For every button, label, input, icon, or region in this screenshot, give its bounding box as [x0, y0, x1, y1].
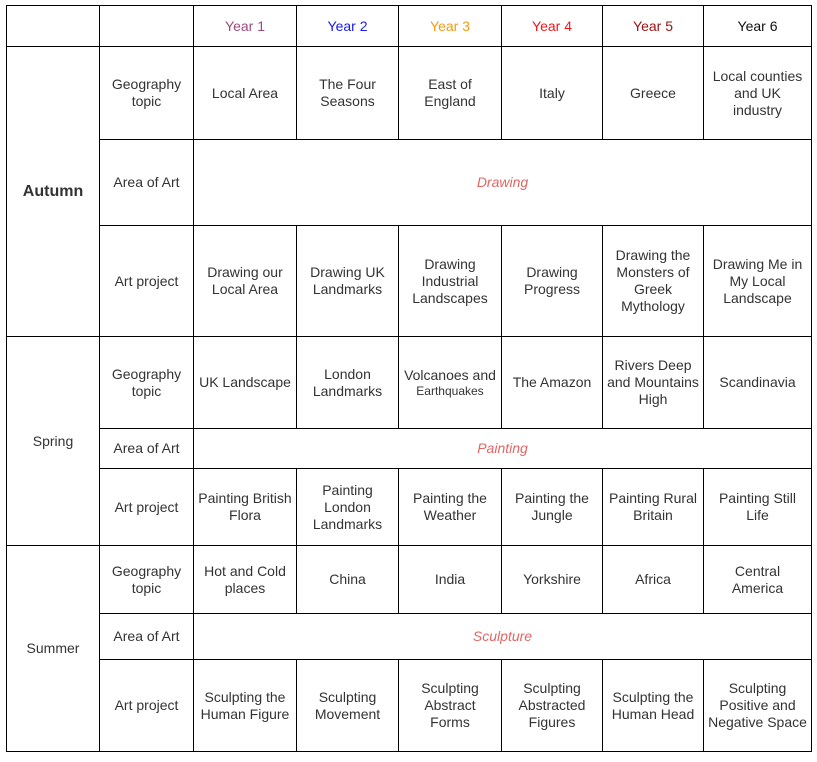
autumn-area-row [7, 140, 812, 226]
art-project-label: Art project [100, 469, 194, 546]
art-project-cell: Painting the Weather [399, 469, 502, 546]
year-3-header: Year 3 [399, 6, 502, 47]
geography-cell: Italy [502, 47, 603, 140]
area-of-art-cell: Drawing [194, 140, 812, 226]
year-1-header: Year 1 [194, 6, 297, 47]
geography-cell: Local Area [194, 47, 297, 140]
geography-cell: Local counties and UK industry [704, 47, 812, 140]
art-project-cell: Painting Rural Britain [603, 469, 704, 546]
spring-geography-row [7, 337, 812, 429]
art-project-label: Art project [100, 660, 194, 752]
summer-geography-row [7, 546, 812, 614]
year-2-header: Year 2 [297, 6, 399, 47]
area-of-art-label: Area of Art [100, 429, 194, 469]
geography-cell: Greece [603, 47, 704, 140]
geography-topic-label: Geography topic [100, 546, 194, 614]
geography-cell: The Four Seasons [297, 47, 399, 140]
area-of-art-cell: Sculpture [194, 614, 812, 660]
geography-cell: East of England [399, 47, 502, 140]
geography-cell: Hot and Cold places [194, 546, 297, 614]
art-project-cell: Drawing the Monsters of Greek Mythology [603, 226, 704, 337]
art-project-cell: Painting London Landmarks [297, 469, 399, 546]
geography-cell: Africa [603, 546, 704, 614]
geography-topic-label: Geography topic [100, 337, 194, 429]
year-6-header: Year 6 [704, 6, 812, 47]
geography-cell: Scandinavia [704, 337, 812, 429]
art-project-cell: Painting Still Life [704, 469, 812, 546]
term-spring: Spring [7, 337, 100, 546]
area-of-art-label: Area of Art [100, 140, 194, 226]
geography-cell: Central America [704, 546, 812, 614]
art-project-cell: Painting the Jungle [502, 469, 603, 546]
year-4-header: Year 4 [502, 6, 603, 47]
geography-cell: India [399, 546, 502, 614]
art-project-cell: Drawing UK Landmarks [297, 226, 399, 337]
summer-project-row [7, 660, 812, 752]
art-project-cell: Drawing Industrial Landscapes [399, 226, 502, 337]
art-project-cell: Sculpting Positive and Negative Space [704, 660, 812, 752]
autumn-geography-row [7, 47, 812, 140]
autumn-project-row [7, 226, 812, 337]
art-project-cell: Sculpting Movement [297, 660, 399, 752]
geography-topic-label: Geography topic [100, 47, 194, 140]
art-project-cell: Sculpting the Human Head [603, 660, 704, 752]
geography-cell: Rivers Deep and Mountains High [603, 337, 704, 429]
header-label-cell [100, 6, 194, 47]
geography-cell: UK Landscape [194, 337, 297, 429]
art-project-cell: Drawing Progress [502, 226, 603, 337]
curriculum-table [6, 5, 812, 752]
art-project-cell: Sculpting Abstract Forms [399, 660, 502, 752]
geography-cell: China [297, 546, 399, 614]
summer-area-row [7, 614, 812, 660]
art-project-label: Art project [100, 226, 194, 337]
header-corner-cell [7, 6, 100, 47]
geography-cell: London Landmarks [297, 337, 399, 429]
year-5-header: Year 5 [603, 6, 704, 47]
spring-area-row [7, 429, 812, 469]
art-project-cell: Sculpting the Human Figure [194, 660, 297, 752]
art-project-cell: Sculpting Abstracted Figures [502, 660, 603, 752]
geography-cell-line: Volcanoes and [404, 366, 496, 383]
area-of-art-cell: Painting [194, 429, 812, 469]
geography-cell-line: Earthquakes [416, 383, 484, 398]
area-of-art-label: Area of Art [100, 614, 194, 660]
art-project-cell: Drawing our Local Area [194, 226, 297, 337]
term-autumn: Autumn [7, 47, 100, 337]
art-project-cell: Painting British Flora [194, 469, 297, 546]
geography-cell [399, 337, 502, 429]
geography-cell: The Amazon [502, 337, 603, 429]
geography-cell: Yorkshire [502, 546, 603, 614]
term-summer: Summer [7, 546, 100, 752]
spring-project-row [7, 469, 812, 546]
art-project-cell: Drawing Me in My Local Landscape [704, 226, 812, 337]
header-row [7, 6, 812, 47]
